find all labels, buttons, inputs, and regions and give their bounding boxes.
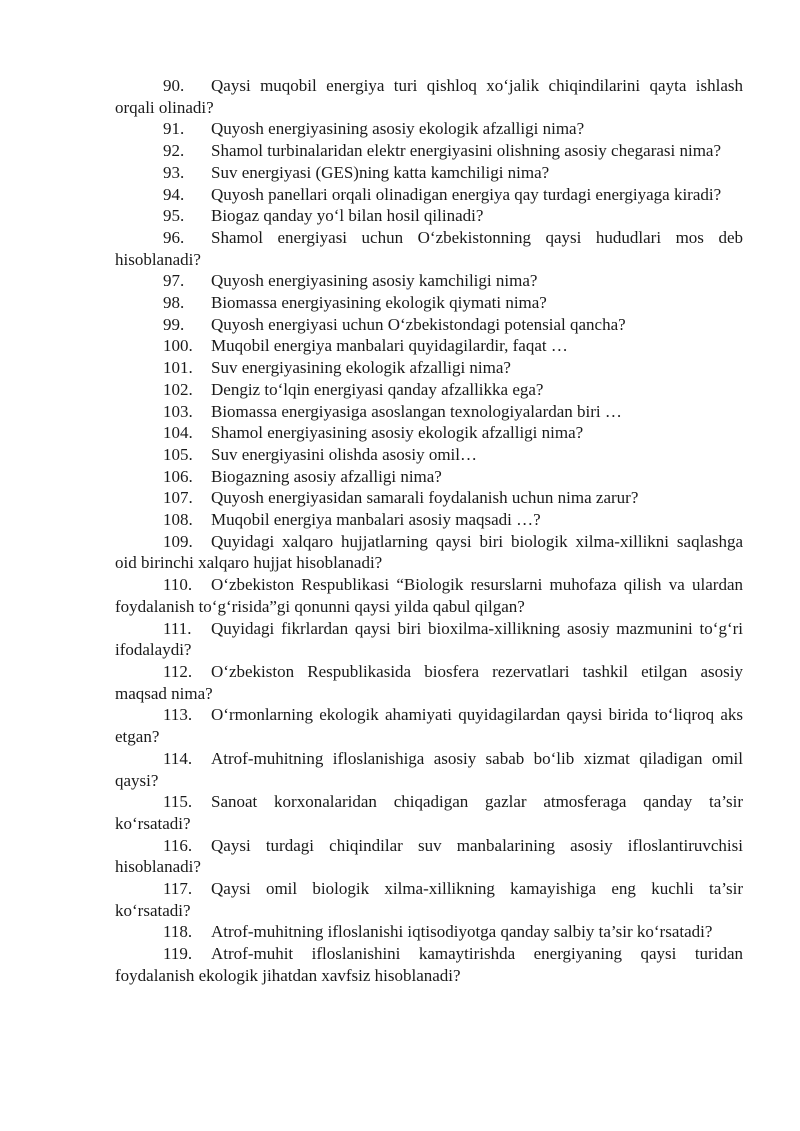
question-97 xyxy=(115,270,743,292)
question-text: Shamol turbinalaridan elektr energiyasini olishning asosiy chegarasi nima? xyxy=(211,141,722,161)
question-112 xyxy=(115,661,743,704)
question-99 xyxy=(115,314,743,336)
question-number: 94. xyxy=(163,184,185,204)
question-108 xyxy=(115,509,743,531)
question-116 xyxy=(115,835,743,878)
question-text: Quyosh energiyasining asosiy ekologik afzalligi nima? xyxy=(211,119,585,139)
question-number: 95. xyxy=(163,206,185,226)
question-number: 115. xyxy=(163,792,193,812)
question-91 xyxy=(115,118,743,140)
question-114 xyxy=(115,748,743,791)
question-text: Atrof-muhitning ifloslanishi iqtisodiyotga qanday salbiy ta’sir ko‘rsatadi? xyxy=(211,922,713,942)
question-text: Suv energiyasining ekologik afzalligi nima? xyxy=(211,358,511,378)
question-number: 104. xyxy=(163,423,193,443)
question-90 xyxy=(115,75,743,118)
question-text: Biogaz qanday yo‘l bilan hosil qilinadi? xyxy=(211,206,484,226)
question-115 xyxy=(115,791,743,834)
question-102 xyxy=(115,379,743,401)
question-119 xyxy=(115,943,743,986)
question-text: Quyidagi fikrlardan qaysi biri bioxilma-xillikning asosiy mazmunini to‘g‘ri ifodalaydi? xyxy=(115,618,743,660)
question-text: Shamol energiyasining asosiy ekologik afzalligi nima? xyxy=(211,423,584,443)
question-92 xyxy=(115,140,743,162)
question-text: Dengiz to‘lqin energiyasi qanday afzallikka ega? xyxy=(211,379,544,399)
question-number: 102. xyxy=(163,379,193,399)
question-number: 107. xyxy=(163,488,193,508)
question-number: 93. xyxy=(163,162,185,182)
question-104 xyxy=(115,422,743,444)
question-number: 103. xyxy=(163,401,193,421)
question-96 xyxy=(115,227,743,270)
question-text: Biomassa energiyasining ekologik qiymati nima? xyxy=(211,293,547,313)
question-number: 112. xyxy=(163,661,193,681)
question-text: Sanoat korxonalaridan chiqadigan gazlar atmosferaga qanday ta’sir ko‘rsatadi? xyxy=(115,792,743,833)
question-text: Atrof-muhitning ifloslanishiga asosiy sabab bo‘lib xizmat qiladigan omil qaysi? xyxy=(115,748,743,790)
question-text: Suv energiyasi (GES)ning katta kamchiligi nima? xyxy=(211,162,550,182)
question-105 xyxy=(115,444,743,466)
question-number: 113. xyxy=(163,705,193,725)
question-text: Muqobil energiya manbalari asosiy maqsadi …? xyxy=(211,510,541,530)
question-number: 116. xyxy=(163,835,193,855)
question-117 xyxy=(115,878,743,921)
question-118 xyxy=(115,921,743,943)
question-number: 91. xyxy=(163,119,185,139)
question-number: 106. xyxy=(163,466,193,486)
question-94 xyxy=(115,184,743,206)
question-text: O‘zbekiston Respublikasi “Biologik resurslarni muhofaza qilish va ulardan foydalanish to‘g‘risida”gi qonunni qaysi yilda qabul qilgan? xyxy=(115,575,743,616)
question-text: Qaysi omil biologik xilma-xillikning kamayishiga eng kuchli ta’sir ko‘rsatadi? xyxy=(115,879,743,920)
question-number: 99. xyxy=(163,314,185,334)
question-text: Suv energiyasini olishda asosiy omil… xyxy=(211,444,478,464)
question-number: 114. xyxy=(163,748,193,768)
question-number: 96. xyxy=(163,227,185,247)
question-text: Quyosh energiyasidan samarali foydalanish uchun nima zarur? xyxy=(211,488,639,508)
question-text: Quyosh energiyasining asosiy kamchiligi nima? xyxy=(211,271,538,291)
question-text: Biomassa energiyasiga asoslangan texnologiyalardan biri … xyxy=(211,401,622,421)
question-number: 110. xyxy=(163,575,193,595)
question-number: 105. xyxy=(163,444,193,464)
question-text: Shamol energiyasi uchun O‘zbekistonning qaysi hududlari mos deb hisoblanadi? xyxy=(115,227,743,269)
question-number: 111. xyxy=(163,618,192,638)
question-text: O‘rmonlarning ekologik ahamiyati quyidagilardan qaysi birida to‘liqroq aks etgan? xyxy=(115,705,743,747)
question-number: 118. xyxy=(163,922,193,942)
question-text: Atrof-muhit ifloslanishini kamaytirishda energiyaning qaysi turidan foydalanish ekologik jihatdan xavfsiz hisoblanadi? xyxy=(115,944,743,985)
question-text: Quyosh energiyasi uchun O‘zbekistondagi potensial qancha? xyxy=(211,314,626,334)
question-number: 108. xyxy=(163,510,193,530)
question-107 xyxy=(115,487,743,509)
question-text: Quyidagi xalqaro hujjatlarning qaysi biri biologik xilma-xillikni saqlashga oid birinchi xalqaro hujjat hisoblanadi? xyxy=(115,531,743,573)
question-text: Qaysi muqobil energiya turi qishloq xo‘jalik chiqindilarini qayta ishlash orqali olinadi? xyxy=(115,76,743,117)
question-number: 109. xyxy=(163,531,193,551)
question-106 xyxy=(115,466,743,488)
question-101 xyxy=(115,357,743,379)
document-page xyxy=(115,75,743,987)
question-98 xyxy=(115,292,743,314)
question-93 xyxy=(115,162,743,184)
question-110 xyxy=(115,574,743,617)
question-text: O‘zbekiston Respublikasida biosfera rezervatlari tashkil etilgan asosiy maqsad nima? xyxy=(115,661,743,703)
question-103 xyxy=(115,401,743,423)
question-number: 90. xyxy=(163,76,185,95)
question-number: 119. xyxy=(163,944,193,964)
question-number: 100. xyxy=(163,336,193,356)
question-number: 98. xyxy=(163,293,185,313)
question-number: 92. xyxy=(163,141,185,161)
question-number: 101. xyxy=(163,358,193,378)
question-number: 117. xyxy=(163,879,193,899)
question-111 xyxy=(115,618,743,661)
question-113 xyxy=(115,704,743,747)
question-text: Qaysi turdagi chiqindilar suv manbalarining asosiy ifloslantiruvchisi hisoblanadi? xyxy=(115,835,743,877)
question-text: Muqobil energiya manbalari quyidagilardir, faqat … xyxy=(211,336,568,356)
question-100 xyxy=(115,335,743,357)
question-number: 97. xyxy=(163,271,185,291)
question-text: Biogazning asosiy afzalligi nima? xyxy=(211,466,442,486)
question-95 xyxy=(115,205,743,227)
question-text: Quyosh panellari orqali olinadigan energiya qay turdagi energiyaga kiradi? xyxy=(211,184,722,204)
question-109 xyxy=(115,531,743,574)
